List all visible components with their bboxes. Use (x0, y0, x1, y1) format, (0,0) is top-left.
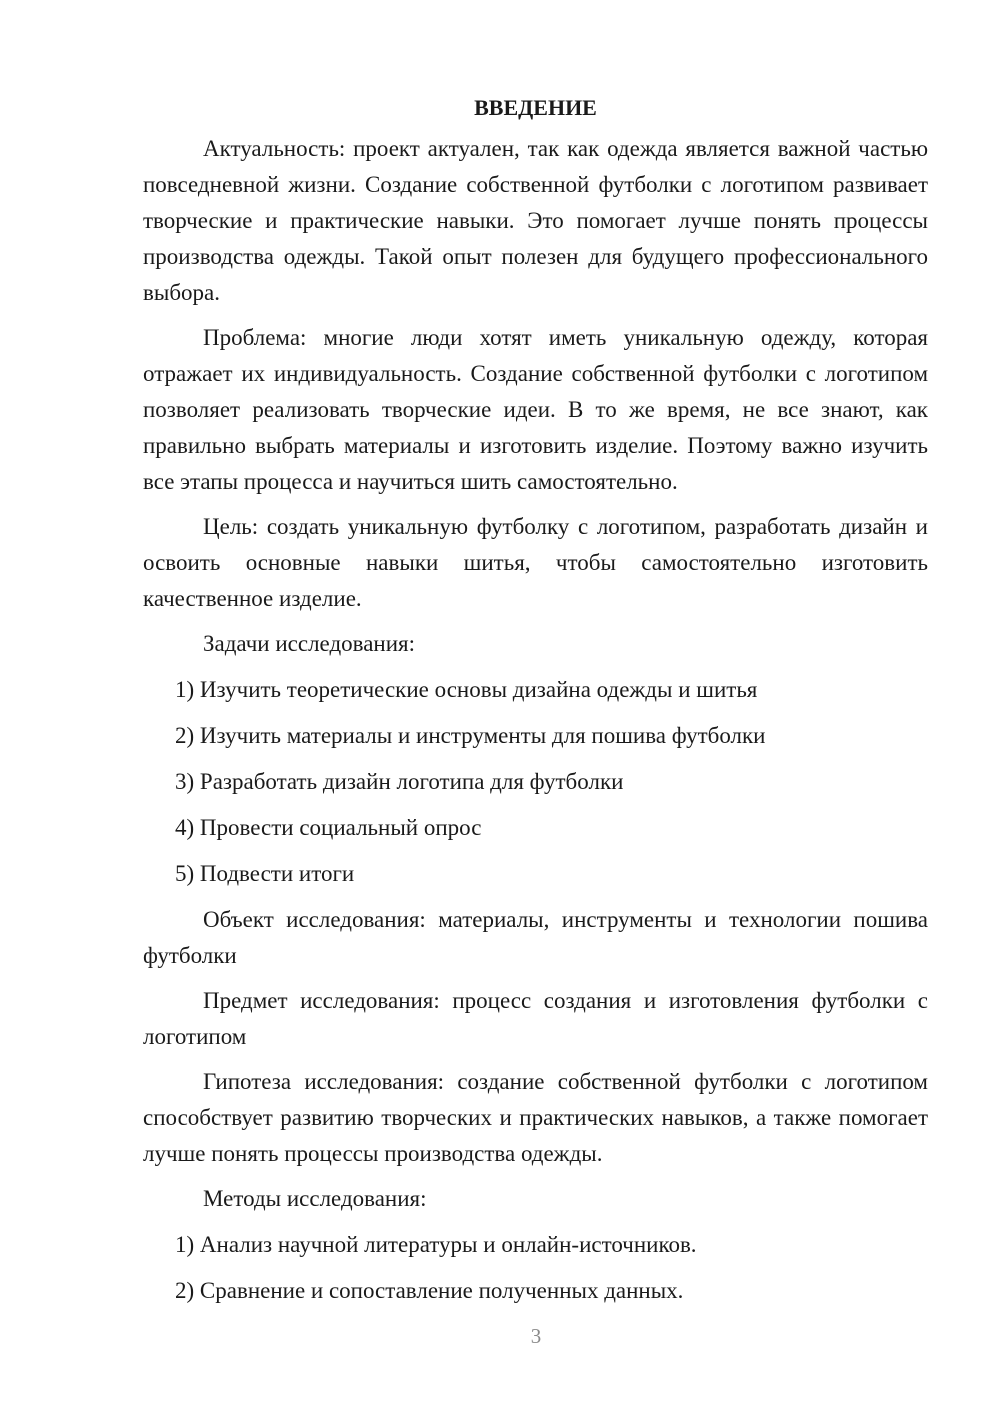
subject-paragraph: Предмет исследования: процесс создания и изготовления футболки с логотипом (143, 988, 928, 1049)
goal-paragraph: Цель: создать уникальную футболку с логотипом, разработать дизайн и освоить основные навыки шитья, чтобы самостоятельно изготовить качественное изделие. (143, 514, 928, 611)
hypothesis-paragraph: Гипотеза исследования: создание собственной футболки с логотипом способствует развитию творческих и практических навыков, а также помогает лучше понять процессы производства одежды. (143, 1069, 928, 1166)
task-item-5: 5) Подвести итоги (175, 861, 355, 886)
object-paragraph: Объект исследования: материалы, инструменты и технологии пошива футболки (143, 907, 928, 968)
page-title: ВВЕДЕНИЕ (474, 95, 597, 120)
relevance-paragraph: Актуальность: проект актуален, так как одежда является важной частью повседневной жизни. Создание собственной футболки с логотипом развивает творческие и практические навыки. Это помогает лучше понять процессы производства одежды. Такой опыт полезен для будущего профессионального выбора. (143, 136, 928, 305)
task-item-2: 2) Изучить материалы и инструменты для пошива футболки (175, 723, 766, 748)
method-item-1: 1) Анализ научной литературы и онлайн-источников. (175, 1232, 697, 1257)
method-item-2: 2) Сравнение и сопоставление полученных данных. (175, 1278, 684, 1303)
document-page (143, 90, 928, 1319)
task-item-3: 3) Разработать дизайн логотипа для футболки (175, 769, 624, 794)
tasks-heading: Задачи исследования: (203, 631, 416, 656)
problem-paragraph: Проблема: многие люди хотят иметь уникальную одежду, которая отражает их индивидуальность. Создание собственной футболки с логотипом позволяет реализовать творческие идеи. В то же время, не все знают, как правильно выбрать материалы и изготовить изделие. Поэтому важно изучить все этапы процесса и научиться шить самостоятельно. (143, 325, 928, 494)
methods-heading: Методы исследования: (203, 1186, 427, 1211)
task-item-4: 4) Провести социальный опрос (175, 815, 482, 840)
page-number: 3 (530, 1324, 542, 1348)
task-item-1: 1) Изучить теоретические основы дизайна одежды и шитья (175, 677, 758, 702)
